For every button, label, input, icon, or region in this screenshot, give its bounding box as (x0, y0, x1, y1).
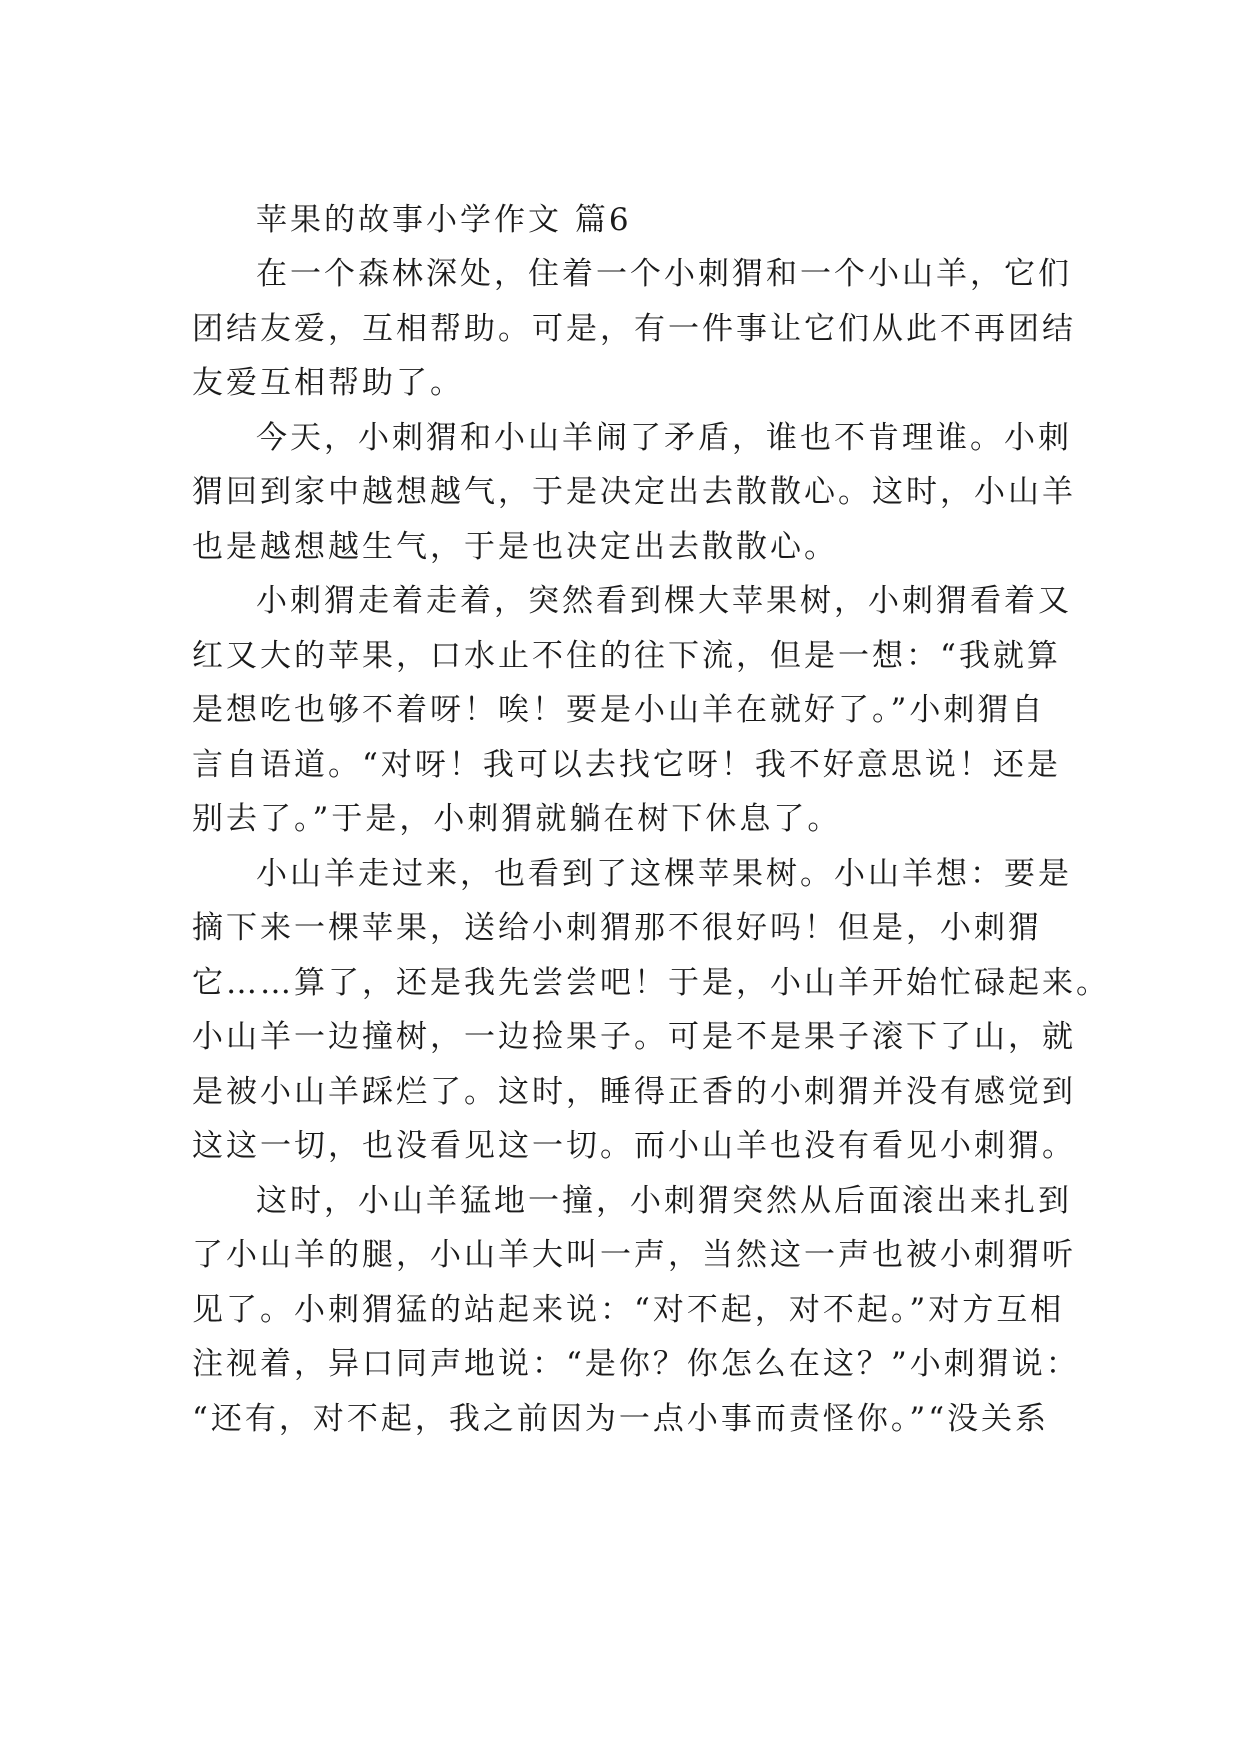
text-line: 小刺猬走着走着，突然看到棵大苹果树，小刺猬看着又 (256, 583, 1072, 619)
text-line: 这这一切，也没看见这一切。而小山羊也没有看见小刺猬。 (192, 1128, 1076, 1164)
text-line: 它……算了，还是我先尝尝吧！于是，小山羊开始忙碌起来。 (192, 965, 1110, 1001)
text-line: 言自语道。“对呀！我可以去找它呀！我不好意思说！还是 (192, 747, 1061, 783)
text-line: 在一个森林深处，住着一个小刺猬和一个小山羊，它们 (256, 256, 1072, 292)
text-line: 注视着，异口同声地说：“是你？你怎么在这？”小刺猬说： (192, 1346, 1080, 1382)
text-line: 了小山羊的腿，小山羊大叫一声，当然这一声也被小刺猬听 (192, 1237, 1076, 1273)
text-line: 小山羊走过来，也看到了这棵苹果树。小山羊想：要是 (256, 856, 1072, 892)
text-line: 红又大的苹果，口水止不住的往下流，但是一想：“我就算 (192, 638, 1061, 674)
text-line: 今天，小刺猬和小山羊闹了矛盾，谁也不肯理谁。小刺 (256, 420, 1072, 456)
text-line: 见了。小刺猬猛的站起来说：“对不起，对不起。”对方互相 (192, 1292, 1065, 1328)
text-line: 友爱互相帮助了。 (192, 365, 464, 401)
text-line: 小山羊一边撞树，一边捡果子。可是不是果子滚下了山，就 (192, 1019, 1076, 1055)
text-line: 也是越想越生气，于是也决定出去散散心。 (192, 529, 838, 565)
text-line: 这时，小山羊猛地一撞，小刺猬突然从后面滚出来扎到 (256, 1183, 1072, 1219)
text-line: 猬回到家中越想越气，于是决定出去散散心。这时，小山羊 (192, 474, 1076, 510)
document-title: 苹果的故事小学作文 篇6 (256, 202, 632, 238)
text-line: 团结友爱，互相帮助。可是，有一件事让它们从此不再团结 (192, 311, 1076, 347)
text-line: 别去了。”于是，小刺猬就躺在树下休息了。 (192, 801, 842, 837)
text-line: “还有，对不起，我之前因为一点小事而责怪你。”“没关系 (192, 1401, 1050, 1437)
text-line: 摘下来一棵苹果，送给小刺猬那不很好吗！但是，小刺猬 (192, 910, 1042, 946)
text-line: 是被小山羊踩烂了。这时，睡得正香的小刺猬并没有感觉到 (192, 1074, 1076, 1110)
text-line: 是想吃也够不着呀！唉！要是小山羊在就好了。”小刺猬自 (192, 692, 1046, 728)
